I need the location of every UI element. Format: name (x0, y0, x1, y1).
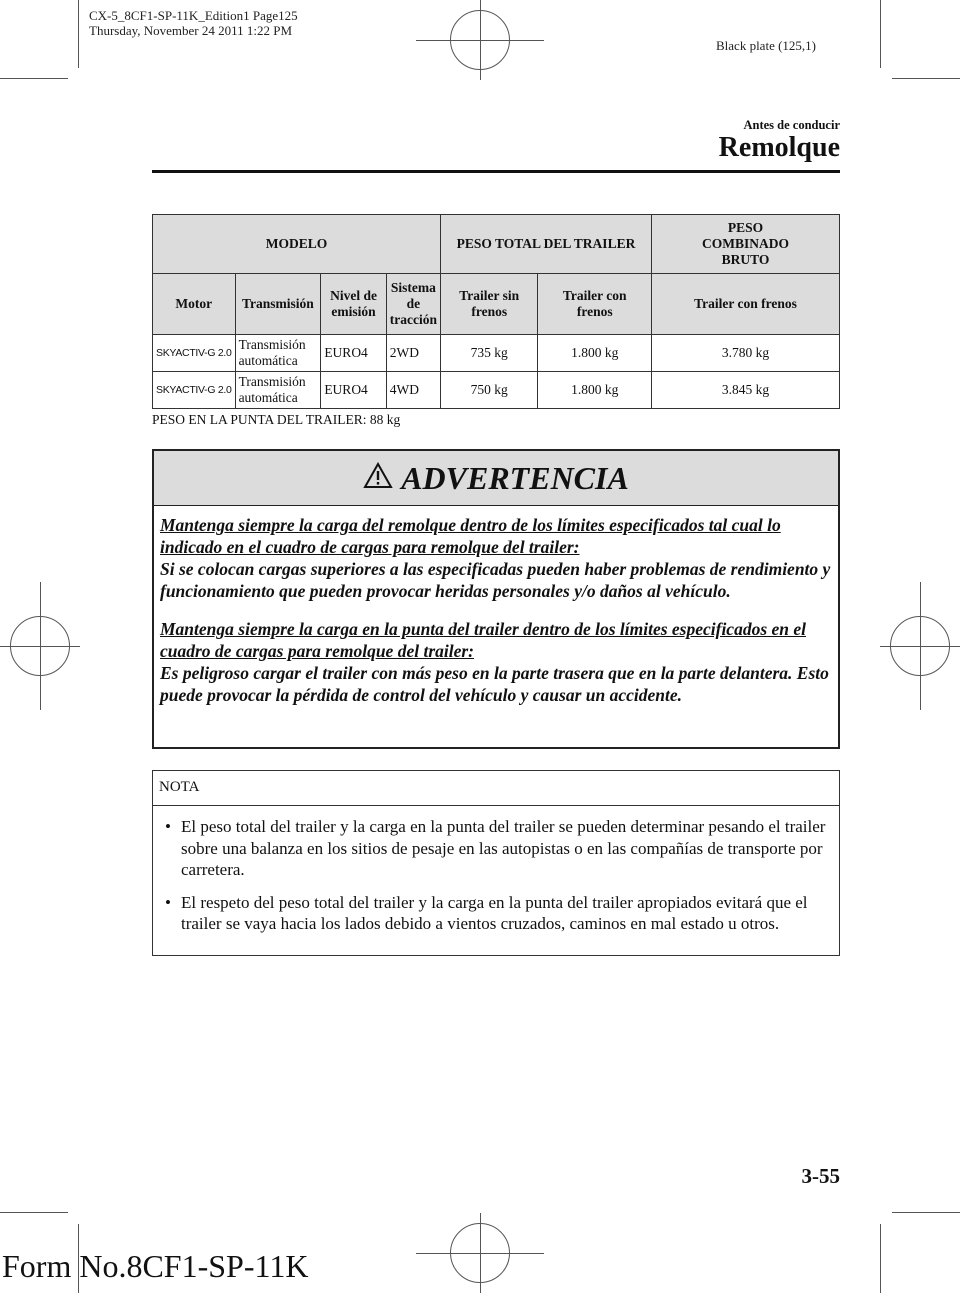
bullet-icon: • (165, 892, 171, 912)
plate-label: Black plate (125,1) (716, 38, 816, 53)
cell-combinado: 3.845 kg (651, 372, 839, 409)
trailer-weight-table (152, 214, 840, 409)
warning-p2-body: Es peligroso cargar el trailer con más peso en la parte trasera que en la parte delantera. Esto puede provocar la pérdida de control del vehículo y causar un accidente. (160, 663, 829, 705)
header-sin-frenos: Trailer sin frenos (441, 274, 538, 335)
note-title: NOTA (153, 771, 839, 806)
warning-body (154, 506, 838, 706)
warning-title: ADVERTENCIA (401, 459, 629, 496)
bullet-icon: • (165, 817, 171, 836)
cell-con-frenos: 1.800 kg (538, 335, 651, 372)
cell-motor: SKYACTIV-G 2.0 (153, 335, 236, 372)
table-subheader-row (153, 274, 840, 335)
cell-combinado: 3.780 kg (651, 335, 839, 372)
form-number: Form No.8CF1-SP-11K (2, 1248, 309, 1284)
print-header (89, 8, 298, 38)
tongue-weight-note: PESO EN LA PUNTA DEL TRAILER: 88 kg (152, 412, 401, 427)
header-combinado-con-frenos: Trailer con frenos (651, 274, 839, 335)
warning-p2-heading: Mantenga siempre la carga en la punta del trailer dentro de los límites especificados en el cuadro de cargas para remolque del trailer: (160, 619, 807, 661)
list-item: • El respeto del peso total del trailer y la carga en la punta del trailer apropiados evitará que el trailer se vaya hacia los lados debido a vientos cruzados, caminos en mal estado u otros. (165, 892, 808, 933)
header-rule (152, 170, 840, 173)
warning-p1-heading: Mantenga siempre la carga del remolque dentro de los límites especificados tal cual lo indicado en el cuadro de cargas para remolque del trailer: (160, 515, 781, 557)
header-motor: Motor (153, 274, 236, 335)
table-row (153, 372, 840, 409)
cell-con-frenos: 1.800 kg (538, 372, 651, 409)
warning-header (154, 451, 838, 506)
table-header-row (153, 215, 840, 274)
page-number: 3-55 (801, 1164, 840, 1188)
warning-box (152, 449, 840, 749)
header-nivel: Nivel de emisión (321, 274, 386, 335)
header-con-frenos: Trailer con frenos (538, 274, 651, 335)
table-row (153, 335, 840, 372)
note-box (152, 770, 840, 956)
cell-transmision: Transmisión automática (235, 372, 321, 409)
section-title: Remolque (718, 132, 840, 163)
header-transmision: Transmisión (235, 274, 321, 335)
header-peso-total: PESO TOTAL DEL TRAILER (441, 215, 652, 274)
list-item: • El peso total del trailer y la carga en la punta del trailer se pueden determinar pesando el trailer sobre una balanza en los sitios de pesaje en las autopistas o en las compañías de transporte por carretera. (165, 817, 826, 879)
cell-nivel: EURO4 (321, 335, 386, 372)
note-list (153, 806, 839, 935)
print-header-file: CX-5_8CF1-SP-11K_Edition1 Page125 (89, 8, 298, 23)
warning-p1-body: Si se colocan cargas superiores a las especificadas pueden haber problemas de rendimiento y funcionamiento que pueden provocar heridas personales y/o daños al vehículo. (160, 559, 831, 601)
cell-transmision: Transmisión automática (235, 335, 321, 372)
cell-nivel: EURO4 (321, 372, 386, 409)
cell-sistema: 2WD (386, 335, 440, 372)
cell-sin-frenos: 750 kg (441, 372, 538, 409)
cell-sistema: 4WD (386, 372, 440, 409)
header-modelo: MODELO (153, 215, 441, 274)
warning-triangle-icon (363, 462, 393, 494)
header-peso-combinado: PESO COMBINADO BRUTO (651, 215, 839, 274)
header-sistema: Sistema de tracción (386, 274, 440, 335)
cell-motor: SKYACTIV-G 2.0 (153, 372, 236, 409)
section-subtitle: Antes de conducir (743, 118, 840, 132)
print-header-date: Thursday, November 24 2011 1:22 PM (89, 23, 293, 38)
cell-sin-frenos: 735 kg (441, 335, 538, 372)
